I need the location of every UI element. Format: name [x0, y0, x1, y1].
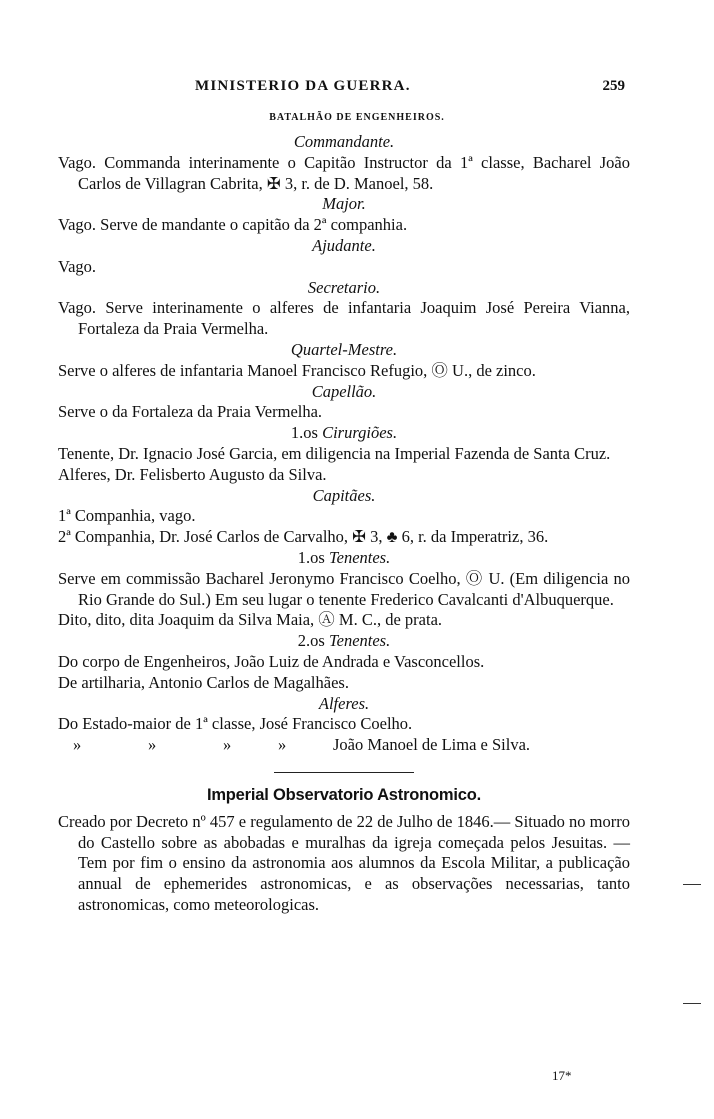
- entry-cirurgiao-2: Alferes, Dr. Felisberto Augusto da Silva.: [58, 464, 327, 484]
- heading-secretario: Secretario.: [307, 277, 381, 297]
- entry-alferes-2: [58, 735, 630, 756]
- margin-mark: [683, 1003, 701, 1004]
- running-title: MINISTERIO DA GUERRA.: [195, 78, 411, 94]
- entry-primeiro-tenente-1: Serve em commissão Bacharel Jeronymo Francisco Coelho, Ⓞ U. (Em diligencia no Rio Grande do Sul.) Em seu lugar o tenente Frederico Cavalcanti d'Albuquerque.: [58, 568, 630, 609]
- section-subheading: BATALHÃO DE ENGENHEIROS.: [269, 112, 445, 123]
- entry-secretario: Vago. Serve interinamente o alferes de infantaria Joaquim José Pereira Vianna, Fortaleza da Praia Vermelha.: [58, 298, 630, 339]
- heading-commandante: Commandante.: [293, 132, 395, 151]
- heading-capitaes: Capitães.: [312, 485, 376, 505]
- rank-prefix: 1.os: [297, 547, 325, 567]
- page-number: 259: [602, 78, 625, 94]
- rank-prefix: 1.os: [290, 423, 318, 443]
- heading-ajudante: Ajudante.: [312, 235, 376, 255]
- observatorio-title: Imperial Observatorio Astronomico.: [206, 785, 482, 804]
- rank-prefix: 2.os: [297, 631, 325, 651]
- entry-segundo-tenente-1: Do corpo de Engenheiros, João Luiz de Andrada e Vasconcellos.: [58, 651, 485, 671]
- heading-capellao: Capellão.: [311, 381, 377, 401]
- heading-quartel-mestre: Quartel-Mestre.: [290, 339, 398, 359]
- entry-major: Vago. Serve de mandante o capitão da 2ª companhia.: [58, 215, 408, 235]
- heading-primeiros-tenentes: [58, 548, 630, 569]
- observatorio-text: Creado por Decreto nº 457 e regulamento de 22 de Julho de 1846.— Situado no morro do Castello sobre as abobadas e muralhas da igreja começada pelos Jesuitas. —Tem por fim o ensino da astronomia aos alumnos da Escola Militar, a publicação annual de ephemerides astronomicas, e as observações necessarias, tanto astronomicas, como meteorologicas.: [58, 811, 630, 914]
- entry-primeiro-tenente-2: Dito, dito, dita Joaquim da Silva Maia, Ⓐ M. C., de prata.: [58, 610, 443, 630]
- margin-mark: [683, 884, 701, 885]
- entry-alferes-1: Do Estado-maior de 1ª classe, José Francisco Coelho.: [58, 714, 413, 734]
- ditto-name: João Manoel de Lima e Silva.: [333, 735, 531, 755]
- ditto-mark: »: [148, 735, 157, 755]
- entry-ajudante: Vago.: [58, 256, 97, 276]
- roster-body: [58, 132, 630, 916]
- heading-segundos-tenentes: [58, 631, 630, 652]
- entry-commandante: Vago. Commanda interinamente o Capitão Instructor da 1ª classe, Bacharel João Carlos de Villagran Cabrita, ✠ 3, r. de D. Manoel, 58.: [58, 152, 630, 193]
- entry-cirurgiao-1: Tenente, Dr. Ignacio José Garcia, em diligencia na Imperial Fazenda de Santa Cruz.: [58, 443, 611, 463]
- heading-text: Tenentes.: [328, 547, 391, 567]
- ditto-mark: »: [278, 735, 287, 755]
- heading-text: Tenentes.: [328, 631, 391, 651]
- heading-alferes: Alferes.: [318, 693, 370, 713]
- entry-capitao-2: 2ª Companhia, Dr. José Carlos de Carvalho, ✠ 3, ♣ 6, r. da Imperatriz, 36.: [58, 527, 549, 547]
- signature-mark: 17*: [552, 1068, 572, 1083]
- ditto-mark: »: [73, 735, 82, 755]
- entry-quartel-mestre: Serve o alferes de infantaria Manoel Francisco Refugio, Ⓞ U., de zinco.: [58, 360, 536, 380]
- heading-text: Cirurgiões.: [322, 423, 398, 443]
- entry-segundo-tenente-2: De artilharia, Antonio Carlos de Magalhães.: [58, 672, 349, 692]
- section-divider: [274, 772, 414, 773]
- ditto-mark: »: [223, 735, 232, 755]
- entry-capellao: Serve o da Fortaleza da Praia Vermelha.: [58, 402, 323, 422]
- heading-cirurgioes: [58, 423, 630, 444]
- entry-capitao-1: 1ª Companhia, vago.: [58, 506, 196, 526]
- heading-major: Major.: [322, 194, 366, 214]
